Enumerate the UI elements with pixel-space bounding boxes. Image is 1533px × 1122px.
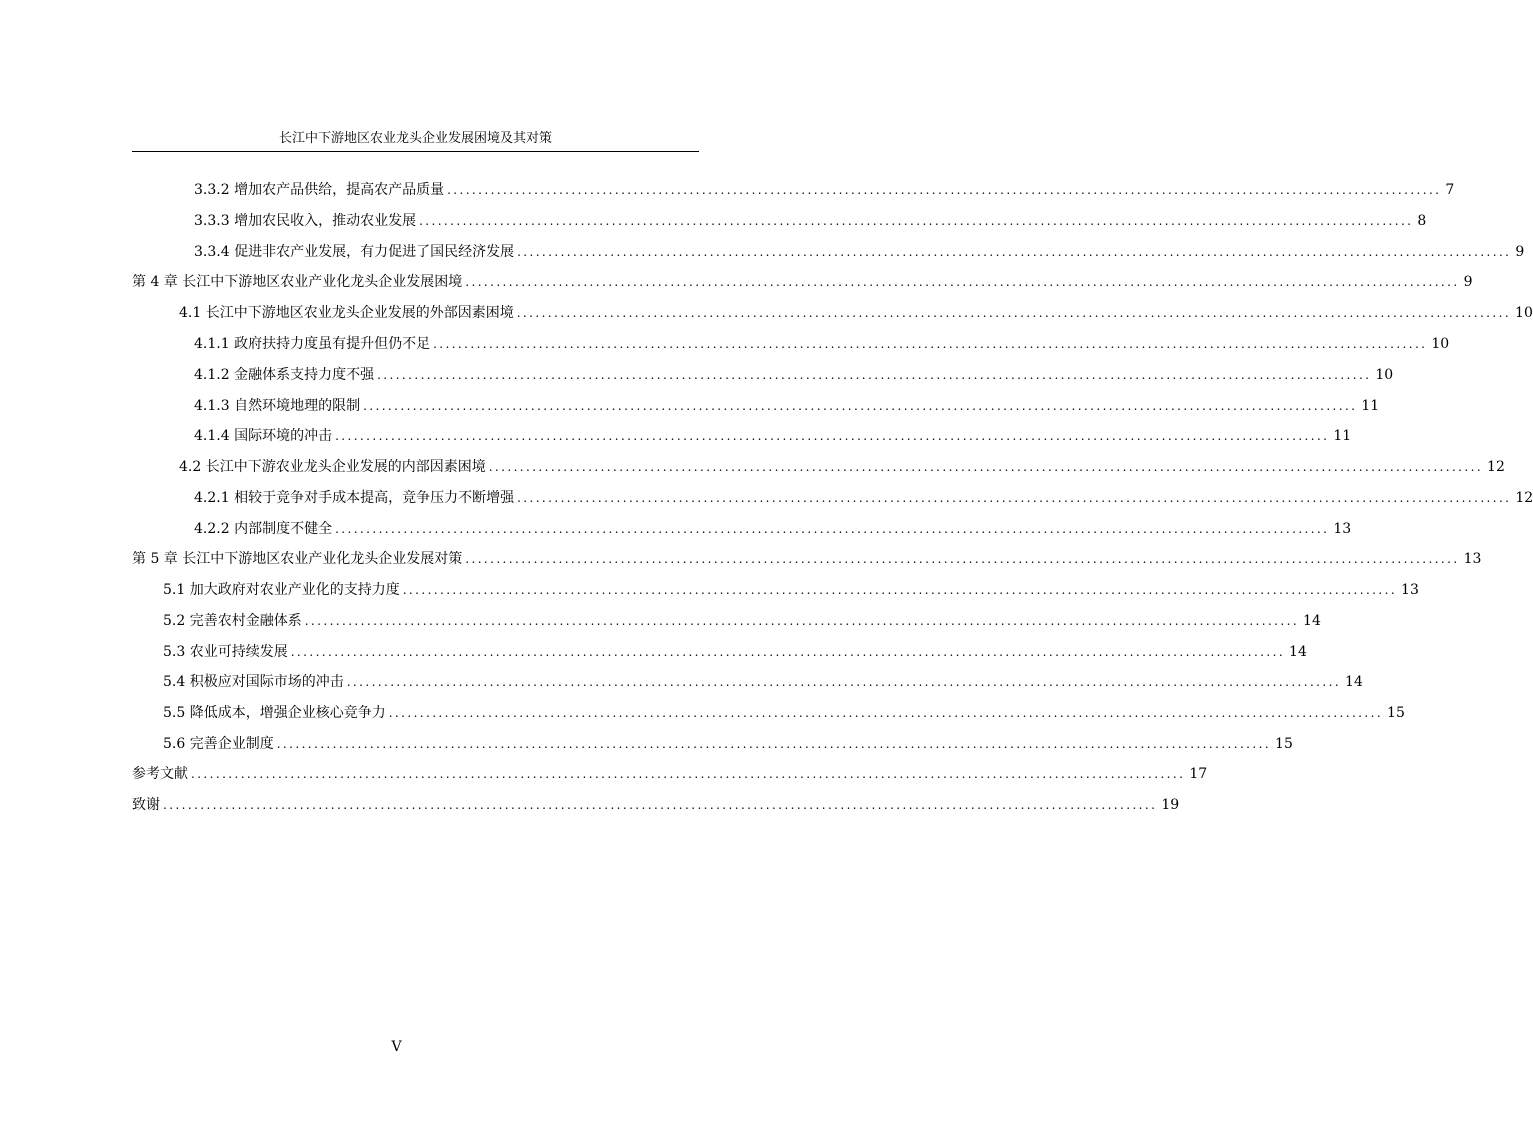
toc-entry-page: 14 xyxy=(1345,674,1363,690)
toc-entry[interactable] xyxy=(163,703,1405,723)
toc-leader: ................................................................................................................................................................ xyxy=(191,767,1186,781)
toc-entry-title: 5.4 积极应对国际市场的冲击 xyxy=(163,674,344,690)
toc-entry-title: 5.5 降低成本，增强企业核心竞争力 xyxy=(163,705,386,721)
toc-entry-page: 13 xyxy=(1463,551,1482,567)
toc-entry-page: 13 xyxy=(1401,582,1419,598)
toc-entry[interactable] xyxy=(194,488,1533,508)
toc-entry-title: 3.3.2 增加农产品供给，提高农产品质量 xyxy=(194,182,445,198)
toc-entry-title: 5.3 农业可持续发展 xyxy=(163,644,288,660)
toc-entry-title: 第 4 章 长江中下游地区农业产业化龙头企业发展困境 xyxy=(132,274,463,290)
toc-leader: ................................................................................................................................................................ xyxy=(335,429,1330,443)
toc-entry-page: 15 xyxy=(1275,736,1293,752)
toc-entry[interactable] xyxy=(194,426,1352,446)
toc-entry-page: 17 xyxy=(1189,766,1208,782)
toc-entry[interactable] xyxy=(194,334,1450,354)
toc-entry[interactable] xyxy=(132,272,1473,292)
toc-entry-page: 10 xyxy=(1431,336,1450,352)
toc-entry[interactable] xyxy=(179,303,1533,323)
toc-entry-title: 参考文献 xyxy=(132,766,188,782)
toc-entry-page: 14 xyxy=(1303,613,1321,629)
toc-entry[interactable] xyxy=(179,457,1505,477)
toc-entry[interactable] xyxy=(132,549,1482,569)
toc-leader: ................................................................................................................................................................ xyxy=(402,583,1398,597)
toc-leader: ................................................................................................................................................................ xyxy=(346,675,1342,689)
toc-entry-title: 4.1.1 政府扶持力度虽有提升但仍不足 xyxy=(194,336,431,352)
toc-entry-page: 11 xyxy=(1361,398,1380,414)
toc-entry[interactable] xyxy=(194,180,1455,200)
toc-leader: ................................................................................................................................................................ xyxy=(488,460,1484,474)
toc-entry-page: 7 xyxy=(1445,182,1455,198)
toc-leader: ................................................................................................................................................................ xyxy=(516,306,1512,320)
toc-entry[interactable] xyxy=(163,672,1363,692)
toc-entry[interactable] xyxy=(194,242,1525,262)
toc-entry[interactable] xyxy=(194,211,1427,231)
toc-entry-page: 14 xyxy=(1289,644,1307,660)
toc-entry[interactable] xyxy=(132,795,1180,815)
toc-leader: ................................................................................................................................................................ xyxy=(433,337,1428,351)
toc-entry-page: 15 xyxy=(1387,705,1405,721)
toc-entry[interactable] xyxy=(163,580,1419,600)
toc-entry-page: 10 xyxy=(1375,367,1394,383)
toc-entry[interactable] xyxy=(194,396,1380,416)
toc-leader: ................................................................................................................................................................ xyxy=(419,214,1414,228)
toc-entry-title: 第 5 章 长江中下游地区农业产业化龙头企业发展对策 xyxy=(132,551,463,567)
toc-entry-page: 12 xyxy=(1487,459,1505,475)
toc-leader: ................................................................................................................................................................ xyxy=(363,399,1358,413)
toc-leader: ................................................................................................................................................................ xyxy=(377,368,1372,382)
toc-entry-page: 9 xyxy=(1515,244,1525,260)
toc-entry[interactable] xyxy=(194,519,1352,539)
toc-leader: ................................................................................................................................................................ xyxy=(465,552,1460,566)
toc-leader: ................................................................................................................................................................ xyxy=(517,491,1512,505)
toc-entry-title: 4.1.4 国际环境的冲击 xyxy=(194,428,333,444)
toc-entry-title: 5.1 加大政府对农业产业化的支持力度 xyxy=(163,582,400,598)
toc-leader: ................................................................................................................................................................ xyxy=(276,737,1272,751)
toc-entry-title: 4.1 长江中下游地区农业龙头企业发展的外部因素困境 xyxy=(179,305,514,321)
toc-entry-title: 3.3.4 促进非农产业发展，有力促进了国民经济发展 xyxy=(194,244,515,260)
toc-entry-title: 4.1.3 自然环境地理的限制 xyxy=(194,398,361,414)
toc-entry-title: 4.2.1 相较于竞争对手成本提高，竞争压力不断增强 xyxy=(194,490,515,506)
toc-entry[interactable] xyxy=(163,611,1321,631)
toc-entry-title: 致谢 xyxy=(132,797,160,813)
toc-leader: ................................................................................................................................................................ xyxy=(465,275,1460,289)
toc-entry-page: 8 xyxy=(1417,213,1427,229)
toc-entry-page: 19 xyxy=(1161,797,1180,813)
toc-entry-title: 5.6 完善企业制度 xyxy=(163,736,274,752)
toc-entry-title: 4.1.2 金融体系支持力度不强 xyxy=(194,367,375,383)
toc-leader: ................................................................................................................................................................ xyxy=(517,245,1512,259)
toc-leader: ................................................................................................................................................................ xyxy=(388,706,1384,720)
toc-leader: ................................................................................................................................................................ xyxy=(304,614,1300,628)
toc-entry-title: 5.2 完善农村金融体系 xyxy=(163,613,302,629)
toc-entry-title: 3.3.3 增加农民收入，推动农业发展 xyxy=(194,213,417,229)
page-number: V xyxy=(391,1039,402,1055)
toc-entry-page: 12 xyxy=(1515,490,1533,506)
toc-entry-title: 4.2.2 内部制度不健全 xyxy=(194,521,333,537)
running-header: 长江中下游地区农业龙头企业发展困境及其对策 xyxy=(278,131,552,146)
toc-entry-title: 4.2 长江中下游农业龙头企业发展的内部因素困境 xyxy=(179,459,486,475)
toc-leader: ................................................................................................................................................................ xyxy=(335,522,1330,536)
toc-entry[interactable] xyxy=(194,365,1394,385)
toc-entry[interactable] xyxy=(163,734,1293,754)
toc-entry[interactable] xyxy=(132,764,1208,784)
toc-leader: ................................................................................................................................................................ xyxy=(290,645,1286,659)
toc-leader: ................................................................................................................................................................ xyxy=(163,798,1158,812)
toc-entry-page: 13 xyxy=(1333,521,1352,537)
toc-leader: ................................................................................................................................................................ xyxy=(447,183,1442,197)
toc-entry[interactable] xyxy=(163,642,1307,662)
toc-entry-page: 9 xyxy=(1463,274,1473,290)
toc-entry-page: 11 xyxy=(1333,428,1352,444)
toc-entry-page: 10 xyxy=(1515,305,1533,321)
